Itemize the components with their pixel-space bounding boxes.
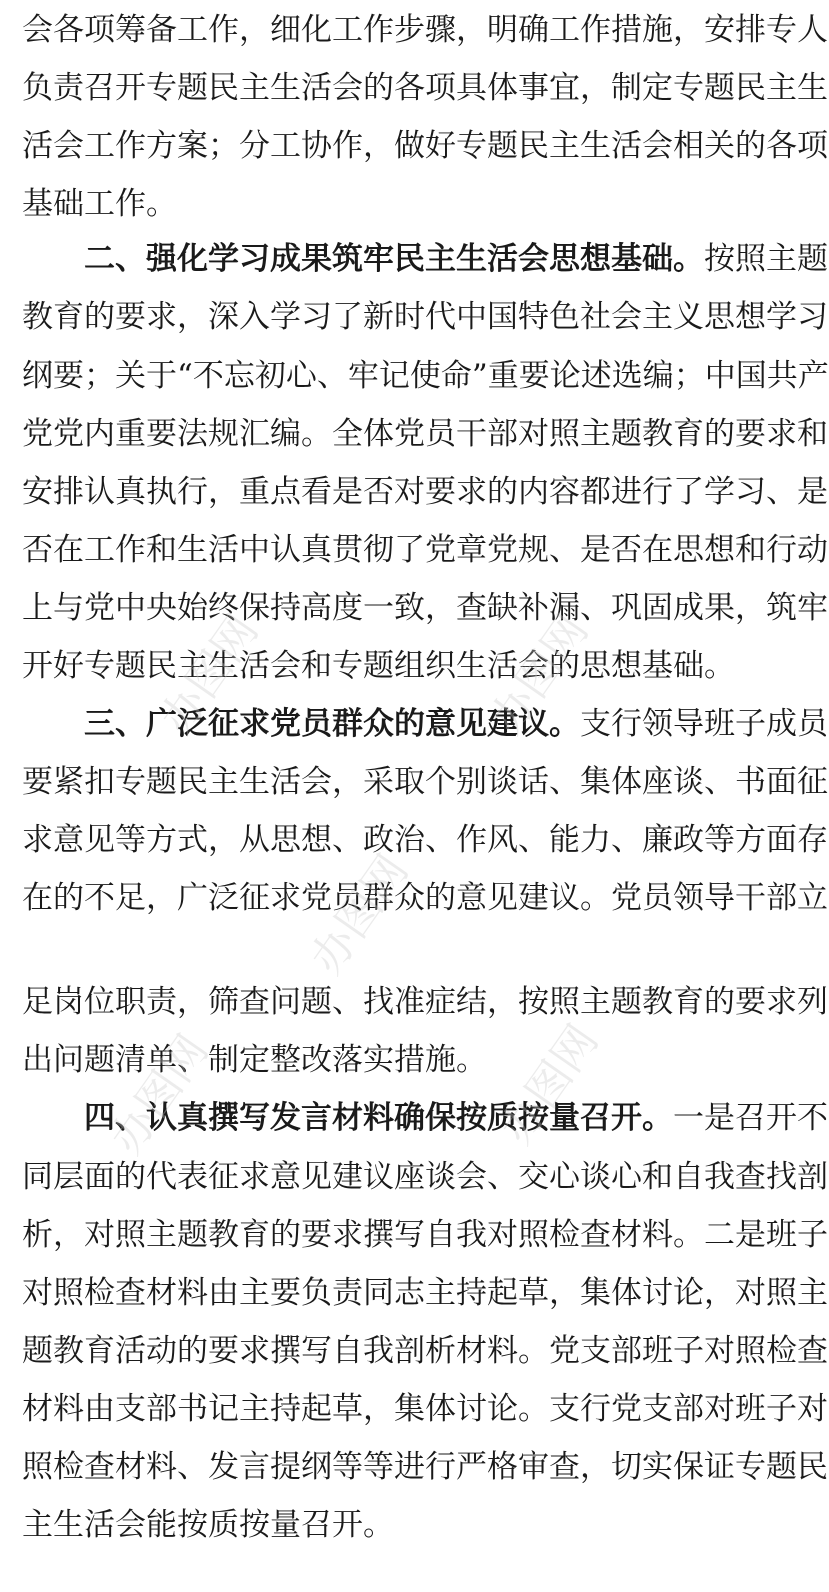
text-line: 主生活会能按质按量召开。 [22,1507,394,1543]
watermark: 办图网 [100,1025,219,1164]
text-line: 同层面的代表征求意见建议座谈会、交心谈心和自我查找剖 [22,1159,828,1195]
text-line: 足岗位职责，筛查问题、找准症结，按照主题教育的要求列 [22,984,828,1020]
text-line: 开好专题民主生活会和专题组织生活会的思想基础。 [22,648,735,684]
watermark: 办图网 [480,605,599,744]
text-line: 活会工作方案；分工协作，做好专题民主生活会相关的各项 [22,128,828,164]
text-line: 否在工作和生活中认真贯彻了党章党规、是否在思想和行动 [22,532,828,568]
section-heading: 四、认真撰写发言材料确保按质按量召开。 [84,1100,673,1136]
text-span: 一是召开不 [673,1100,828,1136]
text-line: 负责召开专题民主生活会的各项具体事宜，制定专题民主生 [22,70,828,106]
text-line: 照检查材料、发言提纲等等进行严格审查，切实保证专题民 [22,1449,828,1485]
text-line: 教育的要求，深入学习了新时代中国特色社会主义思想学习 [22,299,828,335]
text-line: 会各项筹备工作，细化工作步骤，明确工作措施，安排专人 [22,12,828,48]
text-line: 对照检查材料由主要负责同志主持起草，集体讨论，对照主 [22,1275,828,1311]
watermark: 办图网 [300,845,419,984]
text-line: 求意见等方式，从思想、政治、作风、能力、廉政等方面存 [22,822,828,858]
watermark: 办图网 [490,1015,609,1154]
text-line: 题教育活动的要求撰写自我剖析材料。党支部班子对照检查 [22,1333,828,1369]
text-line: 析，对照主题教育的要求撰写自我对照检查材料。二是班子 [22,1217,828,1253]
text-span: 按照主题 [704,241,828,277]
text-line: 材料由支部书记主持起草，集体讨论。支行党支部对班子对 [22,1391,828,1427]
text-line: 纲要；关于“不忘初心、牢记使命”重要论述选编；中国共产 [22,358,829,394]
text-line: 安排认真执行，重点看是否对要求的内容都进行了学习、是 [22,474,828,510]
section-heading-line [84,1091,828,1145]
text-span: 支行领导班子成员 [580,706,828,742]
text-line: 基础工作。 [22,186,177,222]
section-heading: 三、广泛征求党员群众的意见建议。 [84,706,580,742]
section-heading-line [84,232,828,286]
text-line: 上与党中央始终保持高度一致，查缺补漏、巩固成果，筑牢 [22,590,828,626]
section-heading: 二、强化学习成果筑牢民主生活会思想基础。 [84,241,704,277]
watermark: 办图网 [150,605,269,744]
text-line: 要紧扣专题民主生活会，采取个别谈话、集体座谈、书面征 [22,764,828,800]
text-line: 在的不足，广泛征求党员群众的意见建议。党员领导干部立 [22,880,828,916]
text-line: 出问题清单、制定整改落实措施。 [22,1042,487,1078]
section-heading-line [84,697,828,751]
text-line: 党党内重要法规汇编。全体党员干部对照主题教育的要求和 [22,416,828,452]
